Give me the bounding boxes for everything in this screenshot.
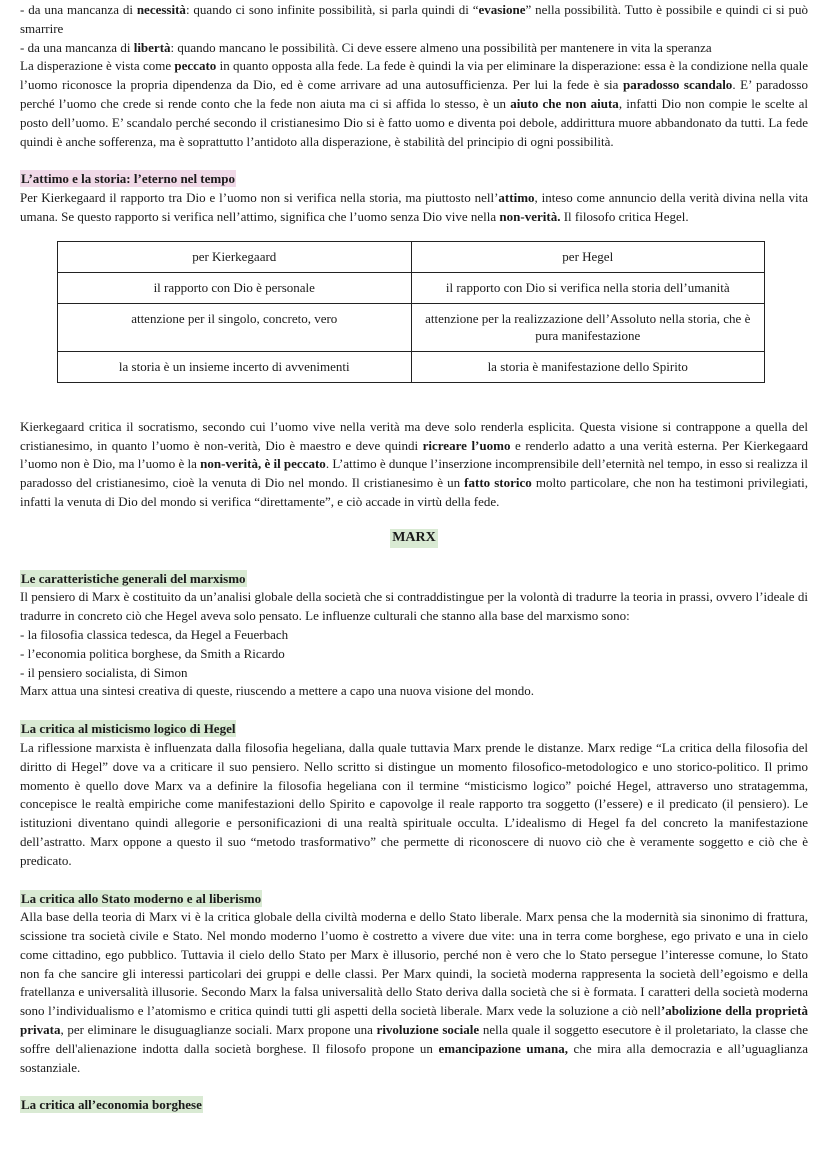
heading-economia: La critica all’economia borghese (21, 1097, 202, 1113)
table-row (58, 351, 765, 382)
table-cell: il rapporto con Dio si verifica nella storia dell’umanità (411, 272, 765, 303)
bold-text: ricreare l’uomo (422, 437, 511, 453)
text-run: Il pensiero di Marx è costituito da un’analisi globale della società che si contraddistingue per la volontà di tradurre la teoria in prassi, ovvero l’ideale di tradurre in concreto ciò che Hegel aveva solo pensato. Le influenze culturali che stanno alla base del marxismo sono: (20, 589, 808, 624)
text-run: ” nella possibilità. Tutto è possibile e quindi ci si può smarrire (20, 2, 808, 36)
text-run: Per Kierkegaard il rapporto tra Dio e l’uomo non si verifica nella storia, ma piuttosto nell’ (20, 190, 499, 206)
text-run: , inteso come annuncio della verità divina nella vita umana. Se questo rapporto si verifica nell’attimo, significa che l’uomo senza Dio vive nella (20, 190, 808, 224)
paragraph-stato (20, 908, 808, 1077)
list-item (20, 645, 808, 664)
text-run: , infatti Dio non compie le scelte al posto dell’uomo. E’ scandalo perché secondo il cristianesimo Dio si è fatto uomo e diventa poi debole, addirittura muore abbandonato da tutti. La fede quindi è anche sofferenza, ma è soprattutto l’antidoto alla disperazione, è stabilità del principio di ogni possibilità. (20, 95, 808, 149)
text-run: . E’ paradosso perché l’uomo che crede si rende conto che la fede non aiuta ma ci si affida lo stesso, è un (20, 77, 808, 111)
table-header-kierkegaard: per Kierkegaard (58, 241, 412, 272)
text-run: nella quale il soggetto esecutore è il proletariato, la classe che soffre dell'alienazione indotta dalla società borghese. Il filosofo propone un (20, 1022, 808, 1056)
paragraph-socratismo (20, 418, 808, 512)
paragraph-sintesi (20, 682, 808, 701)
chapter-title-marx: MARX (390, 529, 438, 548)
bullet-necessita (20, 1, 808, 39)
paragraph-attimo (20, 189, 808, 227)
table-cell: la storia è un insieme incerto di avvenimenti (58, 351, 412, 382)
list-item (20, 664, 808, 683)
bold-text: rivoluzione sociale (376, 1022, 480, 1038)
text-run: che mira alla democrazia e all’uguaglianza sostanziale. (20, 1040, 808, 1075)
text-run: La riflessione marxista è influenzata dalla filosofia hegeliana, dalla quale tuttavia Marx prende le distanze. Marx redige “La critica della filosofia del diritto di Hegel” dove va a criticare il suo pensiero. Nello scritto si distingue un momento filosofico-metodologico e uno storico-politico. Il primo momento è quello dove Marx va a definire la filosofia hegeliana con il termine “misticismo logico” poiché Hegel, attraverso uno stratagemma, concepisce le realtà empiriche come manifestazioni dello Spirito e capovolge il reale rapporto tra soggetto (l’essere) e il predicato (il pensiero). Le istituzioni diventano quindi allegorie e personificazioni di una realtà spirituale occulta. L’idealismo di Hegel fa del concreto la manifestazione dell’astratto. Marx oppone a questo il suo “metodo trasformativo” che permette di riconoscere di nuovo ciò che è veramente soggetto e ciò che è predicato. (20, 739, 808, 868)
text-run: e renderlo adatto a una verità esterna. Per Kierkegaard l’uomo non è Dio, ma l’uomo è la (20, 437, 809, 472)
table-cell: la storia è manifestazione dello Spirito (411, 351, 765, 382)
comparison-table (57, 241, 765, 383)
paragraph-caratteristiche (20, 588, 808, 626)
text-run: Kierkegaard critica il socratismo, secondo cui l’uomo vive nella verità ma deve solo renderla esplicita. Questa visione si contrappone a quella del cristianesimo, in quanto l’uomo è non-verità, Dio è maestro e deve quindi (20, 418, 808, 453)
intro-block (20, 1, 808, 151)
text-run: : quando ci sono infinite possibilità, si parla quindi di “ (185, 2, 479, 17)
bold-text: fatto storico (464, 475, 532, 491)
text-run: La disperazione è vista come (20, 58, 175, 74)
text-run: : quando mancano le possibilità. Ci deve essere almeno una possibilità per mantenere in vita la speranza (170, 39, 712, 55)
heading-attimo: L’attimo e la storia: l’eterno nel tempo (21, 171, 235, 187)
paragraph-misticismo (20, 739, 808, 871)
paragraph-disperazione (20, 57, 808, 151)
table-cell: il rapporto con Dio è personale (58, 272, 412, 303)
table-header-row (58, 241, 765, 272)
table-cell: attenzione per la realizzazione dell’Assoluto nella storia, che è pura manifestazione (411, 303, 765, 351)
text-run: Il filosofo critica Hegel. (560, 208, 689, 224)
text-run: - da una mancanza di (20, 39, 134, 55)
text-run: , per eliminare le disuguaglianze sociali. Marx propone una (60, 1022, 377, 1038)
text-run: in quanto opposta alla fede. La fede è quindi la via per eliminare la disperazione: essa è la condizione nella quale l’uomo riconosce la propria dipendenza da Dio, ed è come arrivare ad una autosufficienza. Per lui la fede è sia (20, 58, 808, 93)
bold-text: attimo (498, 190, 535, 206)
bold-text: paradosso scandalo (622, 77, 733, 93)
text-run: Marx attua una sintesi creativa di queste, riuscendo a mettere a capo una nuova visione del mondo. (20, 683, 535, 699)
text-run: - l’economia politica borghese, da Smith a Ricardo (20, 645, 285, 661)
bold-text: libertà (133, 39, 171, 55)
table-cell: attenzione per il singolo, concreto, vero (58, 303, 412, 351)
text-run: - il pensiero socialista, di Simon (20, 664, 188, 680)
heading-misticismo: La critica al misticismo logico di Hegel (21, 721, 236, 737)
bold-text: ’abolizione della proprietà privata (20, 1003, 808, 1038)
text-run: - da una mancanza di (20, 2, 137, 17)
text-run: molto particolare, che non ha testimoni privilegiati, infatti la venuta di Dio del mondo si verifica “direttamente”, e ciò accade in virtù della fede. (20, 475, 808, 509)
table-row (58, 303, 765, 351)
bold-text: necessità (136, 2, 186, 17)
bold-text: aiuto che non aiuta (510, 95, 619, 111)
bold-text: emancipazione umana, (438, 1040, 568, 1056)
table-header-hegel: per Hegel (411, 241, 765, 272)
bold-text: evasione (478, 2, 526, 17)
text-run: Alla base della teoria di Marx vi è la critica globale della civiltà moderna e dello Stato liberale. Marx pensa che la modernità sia sinonimo di frattura, scissione tra società civile e Stato. Nel mondo moderno l’uomo è costretto a vivere due vite: una in terra come borghese, ego privato e una in cielo come cittadino, ego pubblico. Tuttavia il cielo dello Stato per Marx è illusorio, perché non è vero che lo Stato persegue l’interesse comune, lo Stato non fa che sancire gli interessi particolari dei gruppi e delle classi. Per Marx quindi, la società moderna rappresenta la società dell’egoismo e della fratellanza e universalità illusorie. Secondo Marx la falsa universalità dello Stato deriva dalla società che si è formata. I caratteri della società moderna sono l’individualismo e l’atomismo e critica quindi tutti gli aspetti della società liberale. Marx vede la soluzione a ciò nell (20, 909, 808, 1019)
table-row (58, 272, 765, 303)
bold-text: peccato (174, 58, 217, 74)
text-run: - la filosofia classica tedesca, da Hegel a Feuerbach (20, 626, 289, 642)
bold-text: non-verità. (499, 208, 561, 224)
bold-text: non-verità, è il peccato (200, 456, 326, 472)
bullet-liberta (20, 39, 808, 58)
heading-stato: La critica allo Stato moderno e al liberismo (21, 890, 262, 906)
text-run: . L’attimo è dunque l’inserzione incomprensibile dell’eternità nel tempo, in esso si realizza il paradosso del cristianesimo, cioè la venuta di Dio nel mondo. Il cristianesimo è un (20, 456, 808, 491)
heading-caratteristiche: Le caratteristiche generali del marxismo (21, 570, 246, 586)
list-item (20, 626, 808, 645)
